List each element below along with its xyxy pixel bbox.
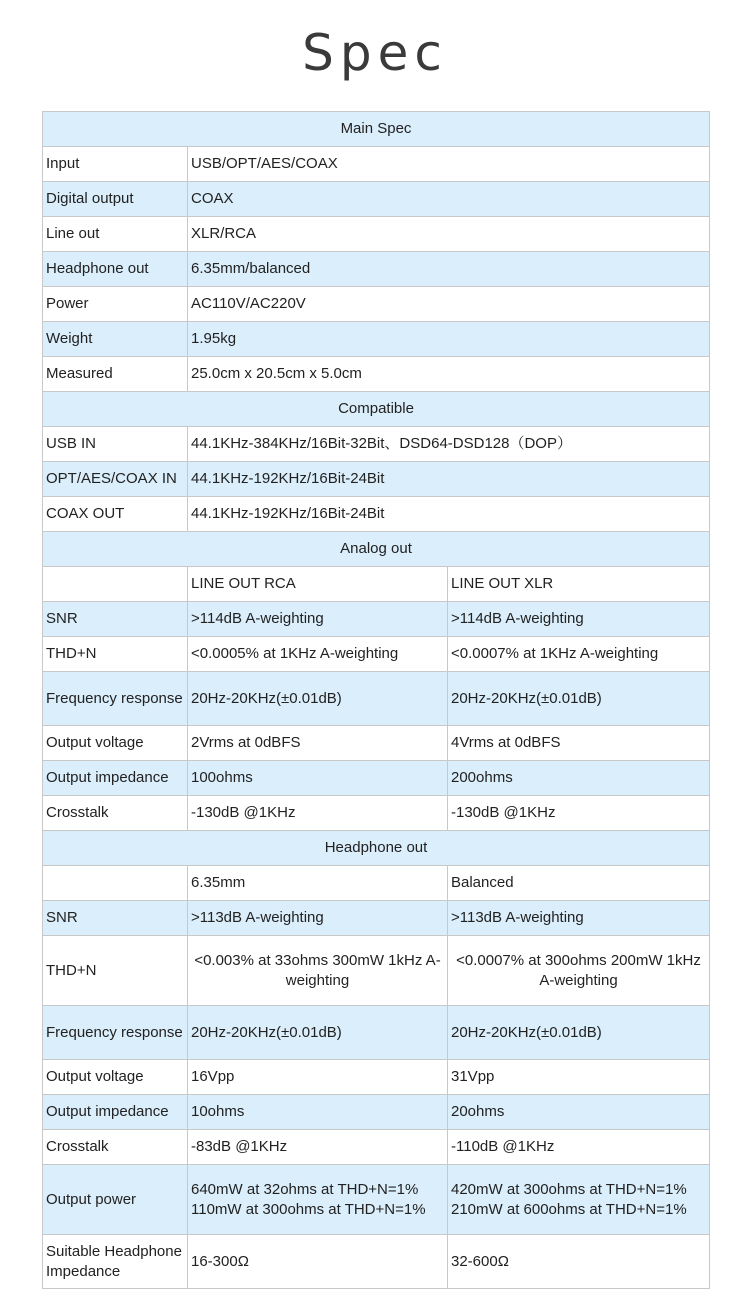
column-header-row bbox=[43, 567, 710, 602]
column-header-empty bbox=[43, 866, 188, 901]
row-label: SNR bbox=[43, 602, 188, 637]
row-value-b: 31Vpp bbox=[448, 1060, 710, 1095]
row-value: XLR/RCA bbox=[188, 217, 710, 252]
row-value-b: 4Vrms at 0dBFS bbox=[448, 726, 710, 761]
row-label: THD+N bbox=[43, 637, 188, 672]
table-row bbox=[43, 497, 710, 532]
row-value-a: 20Hz-20KHz(±0.01dB) bbox=[188, 672, 448, 726]
table-row bbox=[43, 1060, 710, 1095]
row-value: 44.1KHz-384KHz/16Bit-32Bit、DSD64-DSD128（DOP） bbox=[188, 427, 710, 462]
table-row bbox=[43, 147, 710, 182]
row-label: Crosstalk bbox=[43, 796, 188, 831]
row-label: Output voltage bbox=[43, 1060, 188, 1095]
section-header-row bbox=[43, 392, 710, 427]
page-title: Spec bbox=[302, 24, 448, 82]
row-value: 44.1KHz-192KHz/16Bit-24Bit bbox=[188, 462, 710, 497]
row-label: Weight bbox=[43, 322, 188, 357]
table-row bbox=[43, 936, 710, 1006]
row-label: Output impedance bbox=[43, 1095, 188, 1130]
table-row bbox=[43, 1235, 710, 1289]
row-value: 6.35mm/balanced bbox=[188, 252, 710, 287]
table-row bbox=[43, 796, 710, 831]
row-value-a: <0.003% at 33ohms 300mW 1kHz A-weighting bbox=[188, 936, 448, 1006]
row-value: 1.95kg bbox=[188, 322, 710, 357]
row-value-a: 20Hz-20KHz(±0.01dB) bbox=[188, 1006, 448, 1060]
row-label: Digital output bbox=[43, 182, 188, 217]
row-value-b: 20ohms bbox=[448, 1095, 710, 1130]
row-label: Input bbox=[43, 147, 188, 182]
table-row bbox=[43, 1165, 710, 1235]
table-row bbox=[43, 672, 710, 726]
table-row bbox=[43, 637, 710, 672]
table-row bbox=[43, 462, 710, 497]
table-row bbox=[43, 427, 710, 462]
table-row bbox=[43, 901, 710, 936]
row-value: AC110V/AC220V bbox=[188, 287, 710, 322]
row-label: Measured bbox=[43, 357, 188, 392]
table-row bbox=[43, 1095, 710, 1130]
row-label: Line out bbox=[43, 217, 188, 252]
row-value-b: 32-600Ω bbox=[448, 1235, 710, 1289]
section-header-row bbox=[43, 532, 710, 567]
row-value-a: 100ohms bbox=[188, 761, 448, 796]
row-value: COAX bbox=[188, 182, 710, 217]
section-header-analog-out: Analog out bbox=[43, 532, 710, 567]
row-value-b: <0.0007% at 300ohms 200mW 1kHz A-weighting bbox=[448, 936, 710, 1006]
row-value-b: 200ohms bbox=[448, 761, 710, 796]
row-label: Headphone out bbox=[43, 252, 188, 287]
row-value-b: >114dB A-weighting bbox=[448, 602, 710, 637]
row-value-a: >113dB A-weighting bbox=[188, 901, 448, 936]
row-value-a: 16-300Ω bbox=[188, 1235, 448, 1289]
table-row bbox=[43, 357, 710, 392]
spec-table bbox=[42, 111, 710, 1289]
row-label: USB IN bbox=[43, 427, 188, 462]
row-value-a: -130dB @1KHz bbox=[188, 796, 448, 831]
row-value-a: 640mW at 32ohms at THD+N=1% 110mW at 300ohms at THD+N=1% bbox=[188, 1165, 448, 1235]
row-value-b: 20Hz-20KHz(±0.01dB) bbox=[448, 1006, 710, 1060]
row-label: COAX OUT bbox=[43, 497, 188, 532]
column-header-xlr: LINE OUT XLR bbox=[448, 567, 710, 602]
row-value-a: >114dB A-weighting bbox=[188, 602, 448, 637]
table-row bbox=[43, 761, 710, 796]
table-row bbox=[43, 182, 710, 217]
table-row bbox=[43, 252, 710, 287]
column-header-6-35mm: 6.35mm bbox=[188, 866, 448, 901]
row-value-b: 20Hz-20KHz(±0.01dB) bbox=[448, 672, 710, 726]
row-value-b: >113dB A-weighting bbox=[448, 901, 710, 936]
section-header-row bbox=[43, 831, 710, 866]
table-row bbox=[43, 217, 710, 252]
row-label: Crosstalk bbox=[43, 1130, 188, 1165]
table-row bbox=[43, 1006, 710, 1060]
row-label: SNR bbox=[43, 901, 188, 936]
column-header-rca: LINE OUT RCA bbox=[188, 567, 448, 602]
row-value-b: 420mW at 300ohms at THD+N=1% 210mW at 600ohms at THD+N=1% bbox=[448, 1165, 710, 1235]
row-label: Output voltage bbox=[43, 726, 188, 761]
table-row bbox=[43, 602, 710, 637]
row-value-b: <0.0007% at 1KHz A-weighting bbox=[448, 637, 710, 672]
column-header-row bbox=[43, 866, 710, 901]
table-row bbox=[43, 322, 710, 357]
row-value-a: 16Vpp bbox=[188, 1060, 448, 1095]
row-label: Frequency response bbox=[43, 1006, 188, 1060]
row-label: Power bbox=[43, 287, 188, 322]
row-label: Suitable Headphone Impedance bbox=[43, 1235, 188, 1289]
section-header-main-spec: Main Spec bbox=[43, 112, 710, 147]
section-header-headphone-out: Headphone out bbox=[43, 831, 710, 866]
table-row bbox=[43, 1130, 710, 1165]
row-value: 25.0cm x 20.5cm x 5.0cm bbox=[188, 357, 710, 392]
column-header-balanced: Balanced bbox=[448, 866, 710, 901]
section-header-compatible: Compatible bbox=[43, 392, 710, 427]
row-label: OPT/AES/COAX IN bbox=[43, 462, 188, 497]
row-label: Output power bbox=[43, 1165, 188, 1235]
table-row bbox=[43, 287, 710, 322]
section-header-row bbox=[43, 112, 710, 147]
row-value-b: -110dB @1KHz bbox=[448, 1130, 710, 1165]
row-value-a: <0.0005% at 1KHz A-weighting bbox=[188, 637, 448, 672]
table-row bbox=[43, 726, 710, 761]
row-value-a: -83dB @1KHz bbox=[188, 1130, 448, 1165]
row-value-b: -130dB @1KHz bbox=[448, 796, 710, 831]
row-label: Output impedance bbox=[43, 761, 188, 796]
row-value-a: 10ohms bbox=[188, 1095, 448, 1130]
row-value: USB/OPT/AES/COAX bbox=[188, 147, 710, 182]
row-value-a: 2Vrms at 0dBFS bbox=[188, 726, 448, 761]
row-label: Frequency response bbox=[43, 672, 188, 726]
row-value: 44.1KHz-192KHz/16Bit-24Bit bbox=[188, 497, 710, 532]
row-label: THD+N bbox=[43, 936, 188, 1006]
column-header-empty bbox=[43, 567, 188, 602]
